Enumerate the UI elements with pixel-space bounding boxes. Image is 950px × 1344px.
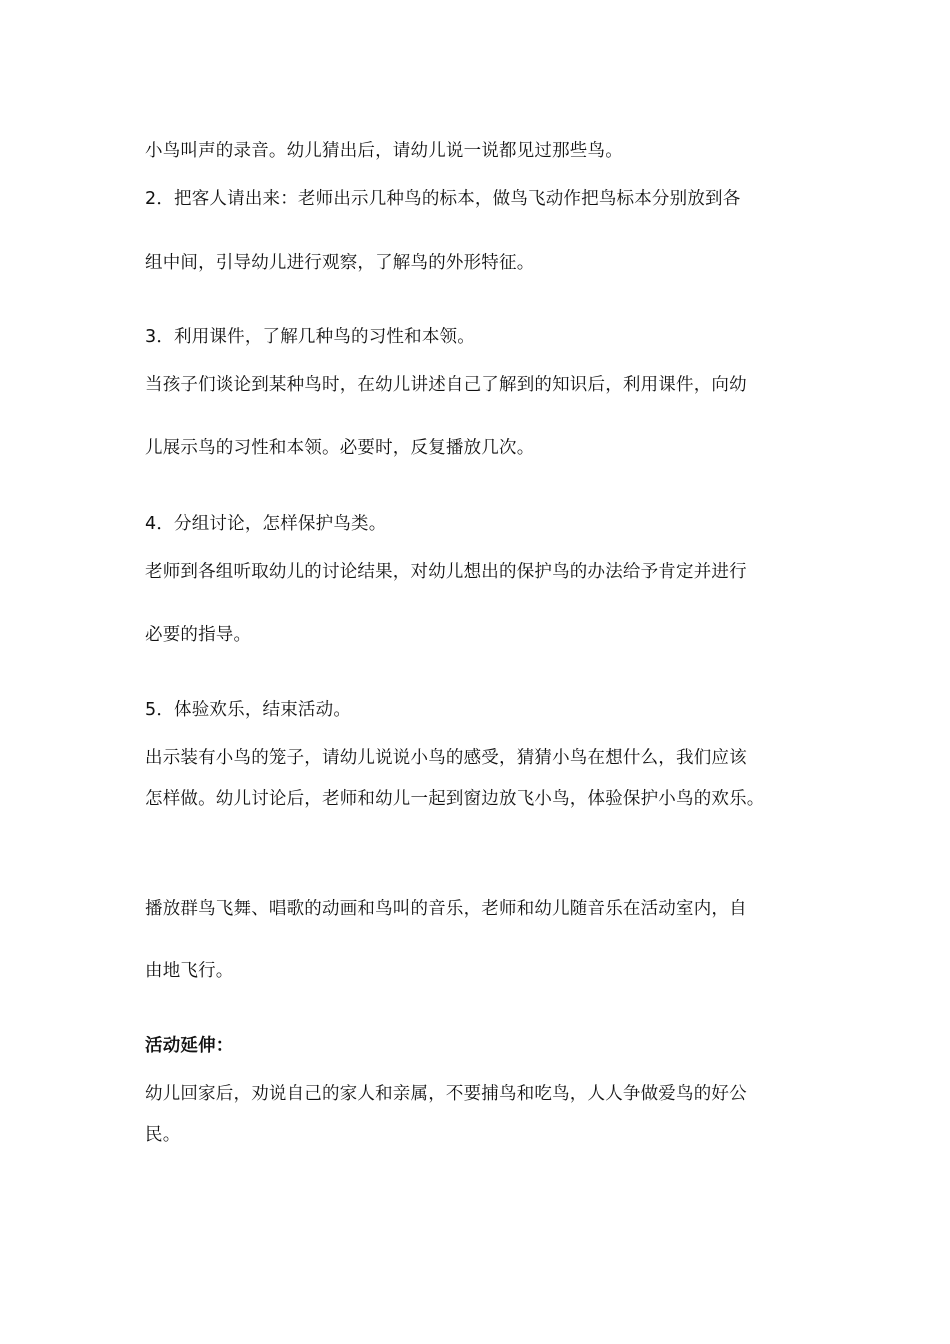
paragraph-line: 怎样做。幼儿讨论后，老师和幼儿一起到窗边放飞小鸟，体验保护小鸟的欢乐。 <box>145 789 765 809</box>
paragraph-line: 小鸟叫声的录音。幼儿猜出后，请幼儿说一说都见过那些鸟。 <box>145 141 623 161</box>
paragraph-line: 老师到各组听取幼儿的讨论结果，对幼儿想出的保护鸟的办法给予肯定并进行 <box>145 562 747 582</box>
paragraph-line: 由地飞行。 <box>145 961 234 981</box>
paragraph-line: 儿展示鸟的习性和本领。必要时，反复播放几次。 <box>145 438 535 458</box>
step-4-heading: 4．分组讨论，怎样保护鸟类。 <box>145 514 387 534</box>
paragraph-line: 播放群鸟飞舞、唱歌的动画和鸟叫的音乐，老师和幼儿随音乐在活动室内，自 <box>145 899 747 919</box>
paragraph-line: 民。 <box>145 1125 181 1145</box>
step-3-heading: 3．利用课件，了解几种鸟的习性和本领。 <box>145 327 475 347</box>
step-2-heading: 2．把客人请出来：老师出示几种鸟的标本，做鸟飞动作把鸟标本分别放到各 <box>145 189 741 209</box>
paragraph-line: 幼儿回家后，劝说自己的家人和亲属，不要捕鸟和吃鸟，人人争做爱鸟的好公 <box>145 1084 747 1104</box>
paragraph-line: 必要的指导。 <box>145 625 252 645</box>
paragraph-line: 出示装有小鸟的笼子，请幼儿说说小鸟的感受，猜猜小鸟在想什么，我们应该 <box>145 748 747 768</box>
paragraph-line: 当孩子们谈论到某种鸟时，在幼儿讲述自己了解到的知识后，利用课件，向幼 <box>145 375 747 395</box>
paragraph-line: 组中间，引导幼儿进行观察，了解鸟的外形特征。 <box>145 253 535 273</box>
section-heading-activity-extension: 活动延伸： <box>145 1036 234 1056</box>
step-5-heading: 5．体验欢乐，结束活动。 <box>145 700 352 720</box>
